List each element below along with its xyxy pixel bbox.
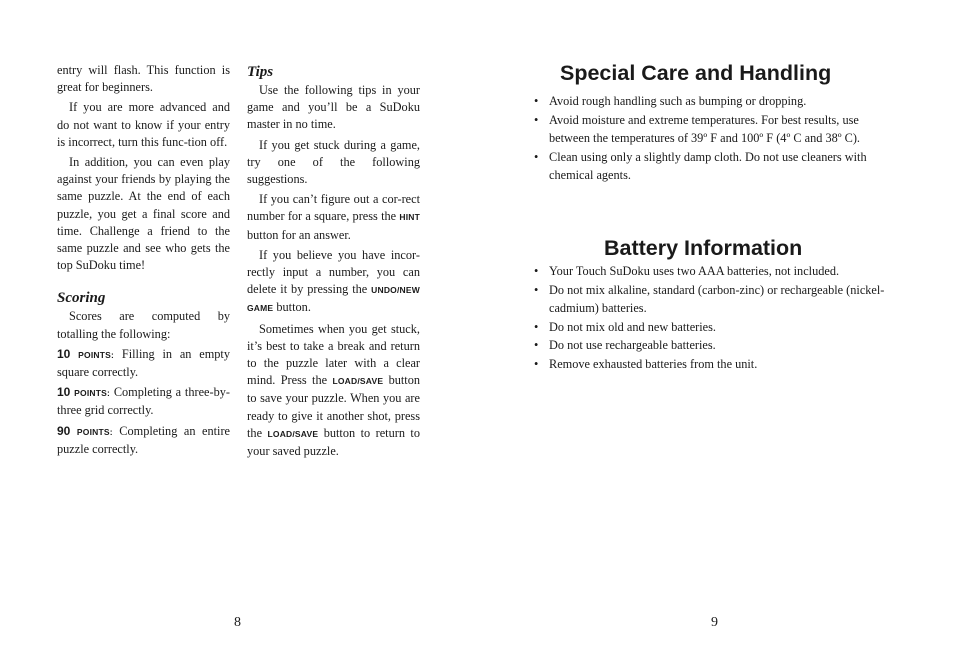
- points-label: POINTS:: [78, 349, 115, 360]
- points-label: POINTS:: [74, 388, 111, 399]
- undo-new-game-button-label: UNDO/NEW GAME: [247, 285, 420, 314]
- points-number: 10: [57, 346, 71, 361]
- list-item: [534, 111, 899, 148]
- bullet-icon: •: [534, 282, 539, 297]
- paragraph: [247, 247, 420, 318]
- points-item: [57, 384, 230, 419]
- bullet-icon: •: [534, 356, 539, 371]
- list-item-text: Your Touch SuDoku uses two AAA batteries, not included.: [549, 264, 840, 278]
- list-item-text: Do not mix alkaline, standard (carbon-zinc) or rechargeable (nickel-cadmium) batteries.: [549, 282, 885, 315]
- list-item: [534, 336, 899, 355]
- scoring-heading: Scoring: [57, 290, 106, 307]
- list-item-text: Clean using only a slightly damp cloth. Do not use cleaners with chemical agents.: [549, 149, 867, 182]
- left-column-1: [57, 62, 230, 461]
- text-run: If you believe you have incor-rectly input a number, you can delete it by pressing the: [247, 247, 420, 297]
- list-item: [534, 318, 899, 337]
- points-text: Completing an entire puzzle correctly.: [57, 423, 231, 456]
- points-number: 10: [57, 385, 71, 400]
- bullet-icon: •: [534, 94, 539, 108]
- bullet-icon: •: [534, 319, 539, 334]
- paragraph: In addition, you can even play against your friends by playing the same puzzle. At the end of each puzzle, you get a final score and time. Challenge a friend to the same puzzle and see who gets the top SuDoku time!: [57, 155, 230, 273]
- list-item: [534, 281, 899, 318]
- text-run: Sometimes when you get stuck, it’s best to take a break and return to the puzzle later with a clear mind. Press the: [247, 321, 420, 388]
- text-run: If you can’t figure out a cor-rect number for a square, press the: [247, 192, 420, 224]
- text-run: button to save your puzzle. When you are ready to give it another shot, press the: [247, 373, 420, 440]
- points-text: Filling in an empty square correctly.: [57, 346, 230, 380]
- paragraph: Scores are computed by totalling the following:: [57, 309, 230, 341]
- points-item: [57, 346, 230, 381]
- load-save-button-label: LOAD/SAVE: [267, 428, 319, 439]
- list-item-text: Do not mix old and new batteries.: [549, 319, 716, 334]
- list-item-text: Remove exhausted batteries from the unit.: [549, 356, 758, 371]
- points-number: 90: [57, 423, 71, 438]
- paragraph: entry will flash. This function is great for beginners.: [57, 63, 230, 95]
- list-item: [534, 148, 899, 185]
- list-item: [534, 262, 899, 281]
- list-item: [534, 92, 899, 111]
- page-number-right: 9: [711, 615, 718, 630]
- points-label: POINTS:: [76, 426, 113, 437]
- load-save-button-label: LOAD/SAVE: [332, 376, 384, 387]
- bullet-icon: •: [534, 338, 539, 352]
- special-care-title: Special Care and Handling: [560, 61, 832, 85]
- paragraph: [247, 321, 420, 461]
- care-list: [534, 92, 899, 185]
- text-run: button to return to your saved puzzle.: [247, 425, 420, 459]
- text-run: button.: [273, 300, 311, 315]
- list-item-text: Avoid moisture and extreme temperatures. For best results, use between the temperatures of 39º F and 100º F (4º C and 38º C).: [549, 112, 860, 145]
- battery-list: [534, 262, 899, 373]
- page-number-left: 8: [234, 615, 241, 630]
- left-column-2: [247, 62, 420, 463]
- hint-button-label: HINT: [399, 212, 420, 223]
- paragraph: If you are more advanced and do not want to know if your entry is incorrect, turn this func-tion off.: [57, 100, 230, 149]
- paragraph: If you get stuck during a game, try one of the following suggestions.: [247, 137, 420, 187]
- paragraph: Use the following tips in your game and you’ll be a SuDoku master in no time.: [247, 83, 420, 132]
- list-item: [534, 355, 899, 374]
- list-item-text: Avoid rough handling such as bumping or dropping.: [549, 94, 807, 108]
- bullet-icon: •: [534, 264, 539, 278]
- bullet-icon: •: [534, 112, 539, 127]
- points-item: [57, 423, 230, 458]
- text-run: button for an answer.: [247, 227, 351, 242]
- tips-heading: Tips: [247, 64, 274, 80]
- paragraph: [247, 191, 420, 244]
- list-item-text: Do not use rechargeable batteries.: [549, 338, 716, 352]
- points-text: Completing a three-by-three grid correctly.: [57, 385, 230, 418]
- battery-title: Battery Information: [604, 236, 803, 260]
- bullet-icon: •: [534, 149, 539, 164]
